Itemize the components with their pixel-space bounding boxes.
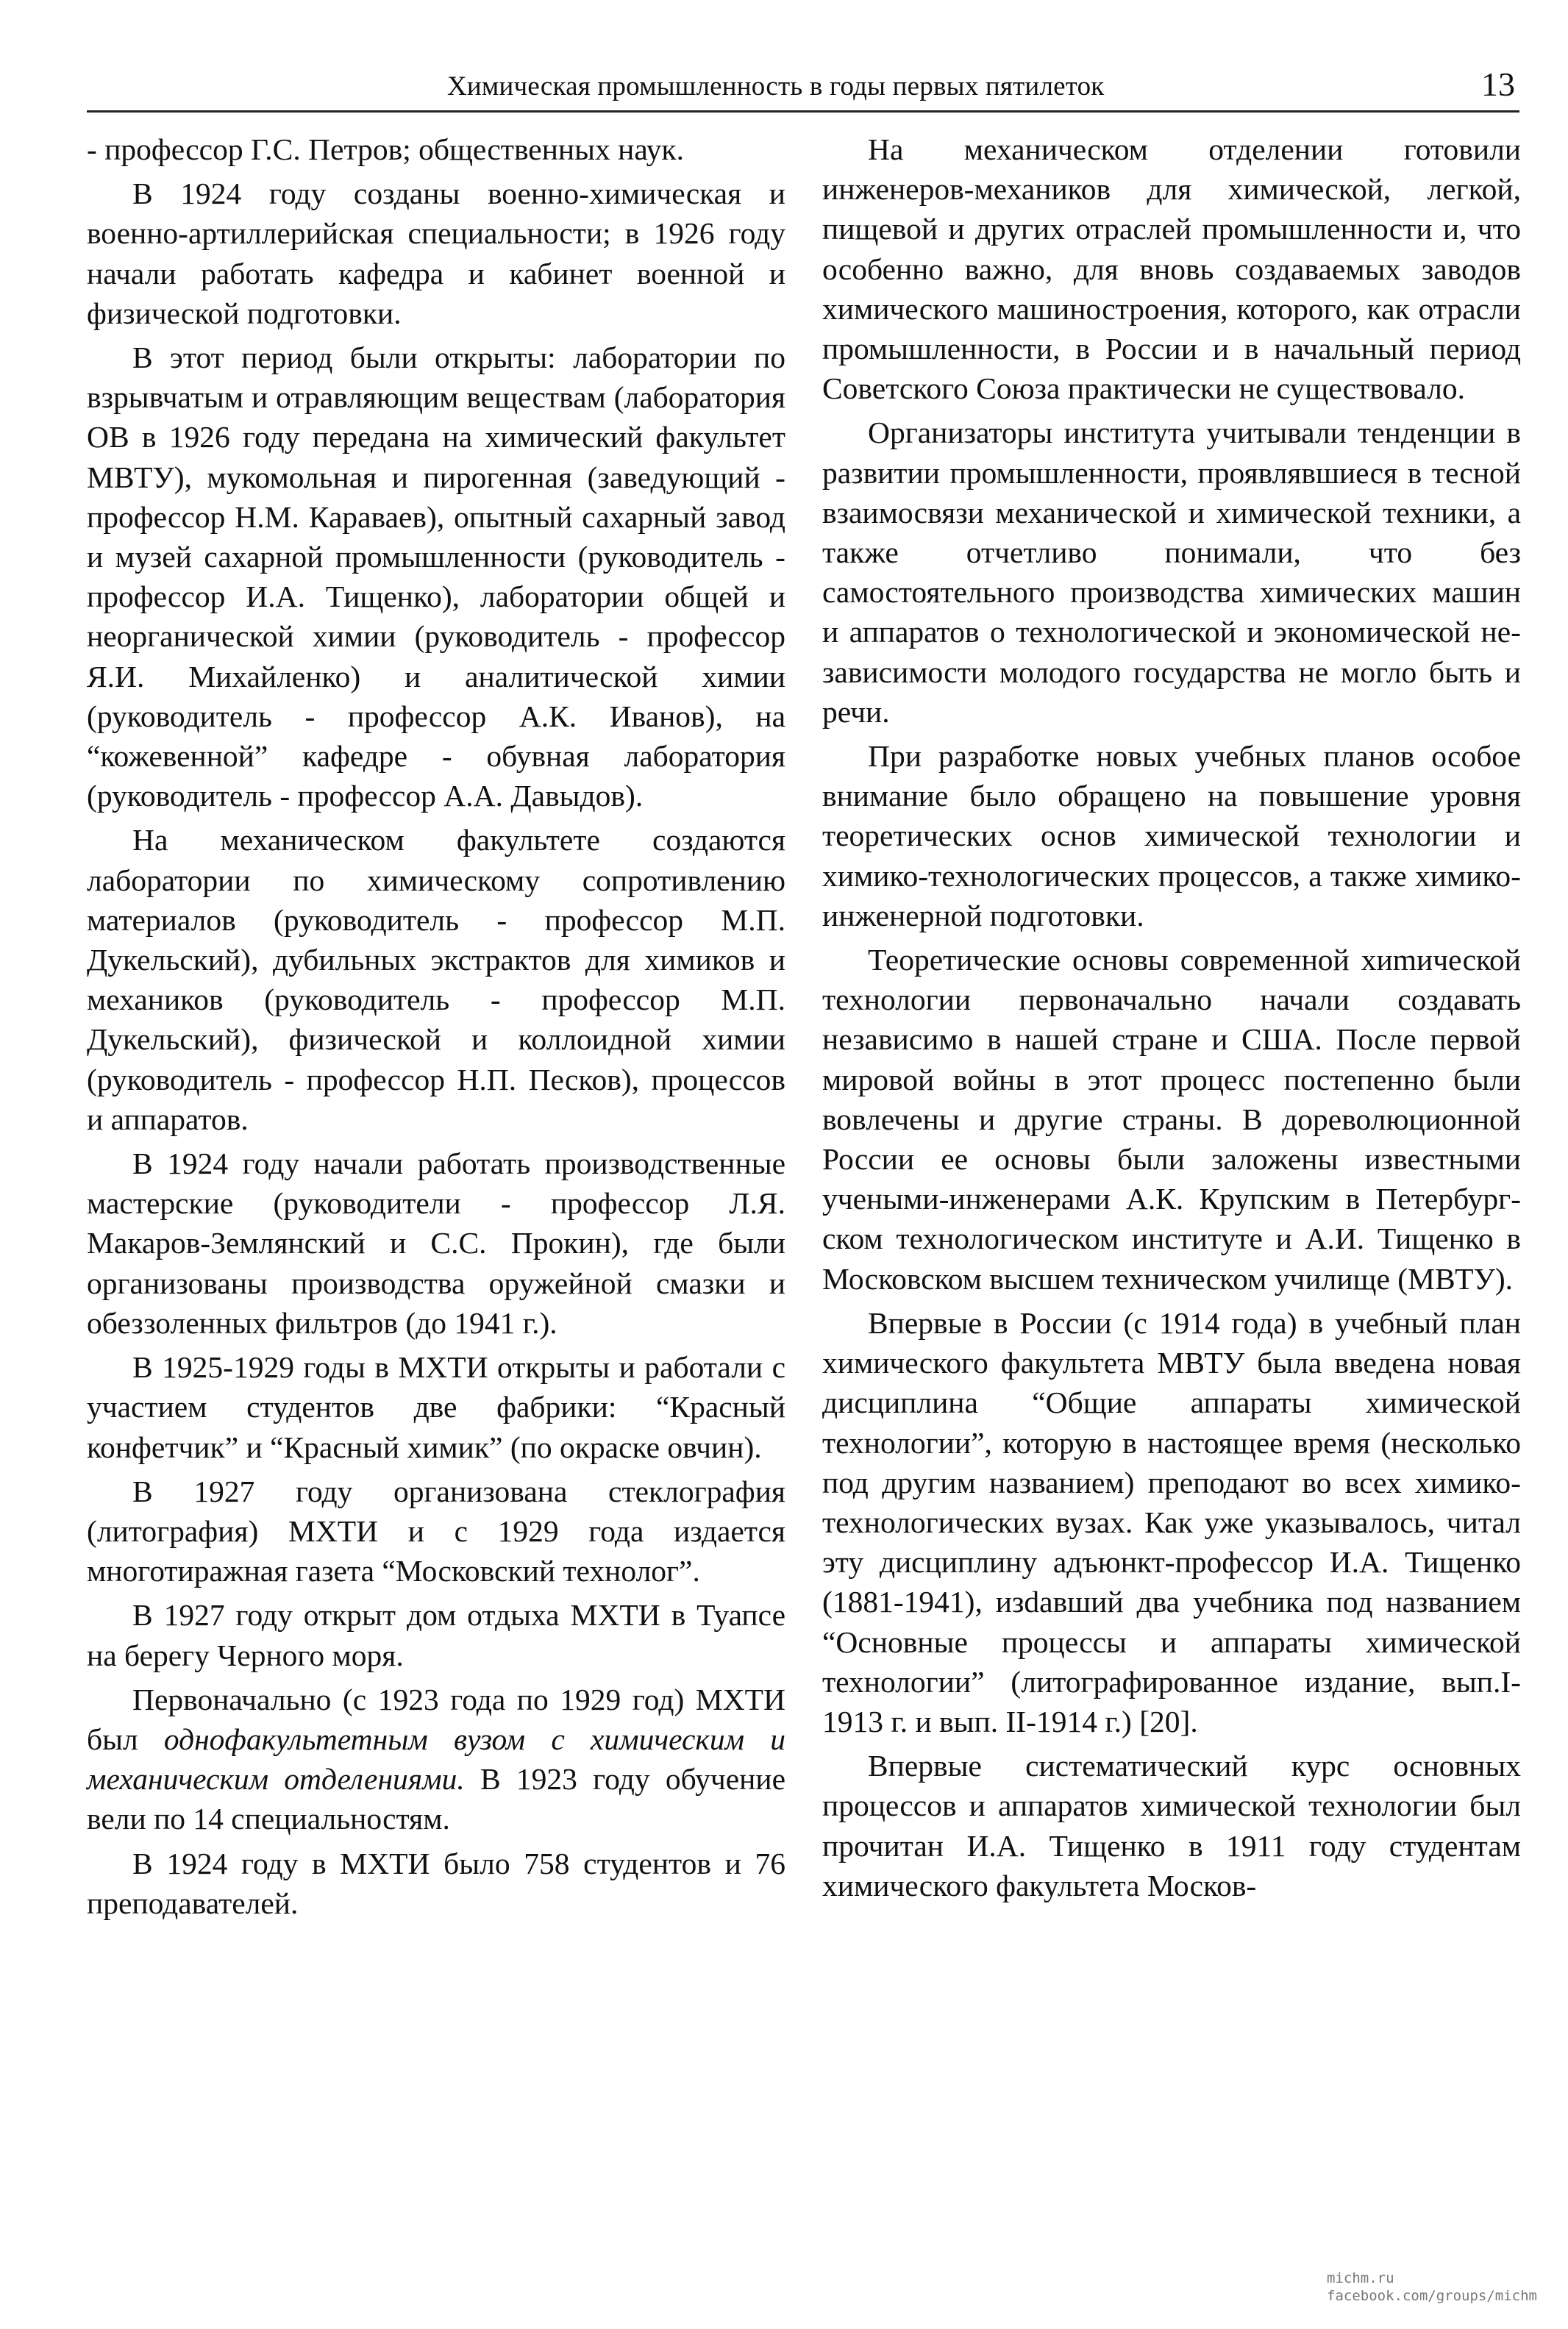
- paragraph: В 1924 году созданы военно-химическая и военно-артиллерийская специальности; в 1926 году начали работать кафедра и кабинет военной и физической подготовки.: [87, 176, 785, 330]
- page-number: 13: [1481, 65, 1515, 103]
- paragraph: В 1927 году открыт дом отдыха МХТИ в Туапсе на берегу Черного моря.: [87, 1598, 785, 1672]
- paragraph: В 1927 году организована стеклография (литография) МХТИ и с 1929 года издается многотиражная газета “Московский технолог”.: [87, 1474, 785, 1588]
- text-run: Первоначально (с 1923 года по 1929 год) МХТИ был: [87, 1682, 785, 1756]
- running-header: [87, 65, 1519, 113]
- paragraph: В 1925-1929 годы в МХТИ открыты и работали с участием студентов две фабрики: “Красный конфетчик” и “Красный химик” (по окраске овчин).: [87, 1350, 785, 1464]
- paragraph: На механическом отделении готовили инженеров-механиков для химической, легкой, пищевой и других отраслей промышленности и, что особенно важно, для вновь создаваемых заводов химического машиностроения, которого, как отрасли промышленности, в России и в начальный период Советского Союза практически не существовало.: [822, 132, 1521, 406]
- left-column: [87, 129, 785, 1927]
- header-title: Химическая промышленность в годы первых пятилеток: [447, 71, 1105, 101]
- paragraph: В этот период были открыты: лаборатории по взрывчатым и отравляющим веществам (лаборатория ОВ в 1926 году передана на химический факультет МВТУ), мукомольная и пирогенная (заведующий - профессор Н.М. Караваев), опытный сахарный завод и музей сахарной промышленности (руководитель - профессор И.А. Тищенко), лаборатории общей и неорганической химии (руководитель - профессор Я.И. Михайленко) и аналитической химии (руководитель - профессор А.К. Иванов), на “кожевенной” кафедре - обувная лаборатория (руководитель - профессор А.А. Давыдов).: [87, 340, 785, 813]
- paragraph: Впервые систематический курс основных процессов и аппаратов химической технологии был прочитан И.А. Тищенко в 1911 году студентам химического факультета Москов-: [822, 1749, 1521, 1902]
- paragraph-with-italic: [87, 1680, 785, 1839]
- text-run: В 1923 году обучение вели по 14 специальностям.: [87, 1762, 785, 1836]
- italic-text: однофакультетным вузом с химическим и механическим отделениями.: [87, 1722, 785, 1797]
- paragraph: В 1924 году в МХТИ было 758 студентов и 76 преподавателей.: [87, 1846, 785, 1920]
- paragraph: На механическом факультете создаются лаборатории по химическому сопротивлению материалов (руководитель - профессор М.П. Дукельский), дубильных экстрактов для химиков и механиков (руководитель - профессор М.П. Дукельский), физической и коллоидной химии (руководитель - профессор Н.П. Песков), процессов и аппаратов.: [87, 823, 785, 1136]
- paragraph: Теоретические основы современной хиmической технологии первоначально начали создавать независимо в нашей стране и США. После первой мировой войны в этот процесс постепенно были вовлечены и другие страны. В дореволюционной России ее основы были заложены известными учеными-инженерами А.К. Крупским в Петербургском технологическом институте и А.И. Тищенко в Московском высшем техническом училище (МВТУ).: [822, 943, 1521, 1296]
- paragraph: Впервые в России (с 1914 года) в учебный план химического факультета МВТУ была введена новая дисциплина “Общие аппараты химической технологии”, которую в настоящее время (несколько под другим названием) преподают во всех химико-технологических вузах. Как уже указывалось, читал эту дисциплину адъюнкт-профессор И.А. Тищенко (1881-1941), изdавший два учебника под названием “Основные процессы и аппараты химической технологии” (литографированное издание, вып.I-1913 г. и вып. II-1914 г.) [20].: [822, 1305, 1521, 1738]
- footer-site: michm.ru: [1327, 2270, 1394, 2286]
- paragraph: В 1924 году начали работать производственные мастерские (руководители - профессор Л.Я. Макаров-Землянский и С.С. Прокин), где были организованы производства оружейной смазки и обеззоленных фильтров (до 1941 г.).: [87, 1146, 785, 1340]
- footer-group: facebook.com/groups/michm: [1327, 2288, 1537, 2304]
- paragraph: Организаторы института учитывали тенденции в развитии промышленности, проявлявшиеся в тесной взаимосвязи механической и химической техники, а также отчетливо понимали, что без самостоятельного производства химических машин и аппаратов о технологической и экономической независимости молодого государства не могло быть и речи.: [822, 415, 1521, 729]
- paragraph: - профессор Г.С. Петров; общественных наук.: [87, 132, 684, 166]
- footer-watermark: [1327, 2269, 1537, 2305]
- paragraph: При разработке новых учебных планов особое внимание было обращено на повышение уровня теоретических основ химической технологии и химико-технологических процессов, а также химико-инженерной подготовки.: [822, 739, 1521, 932]
- right-column: [822, 129, 1521, 1910]
